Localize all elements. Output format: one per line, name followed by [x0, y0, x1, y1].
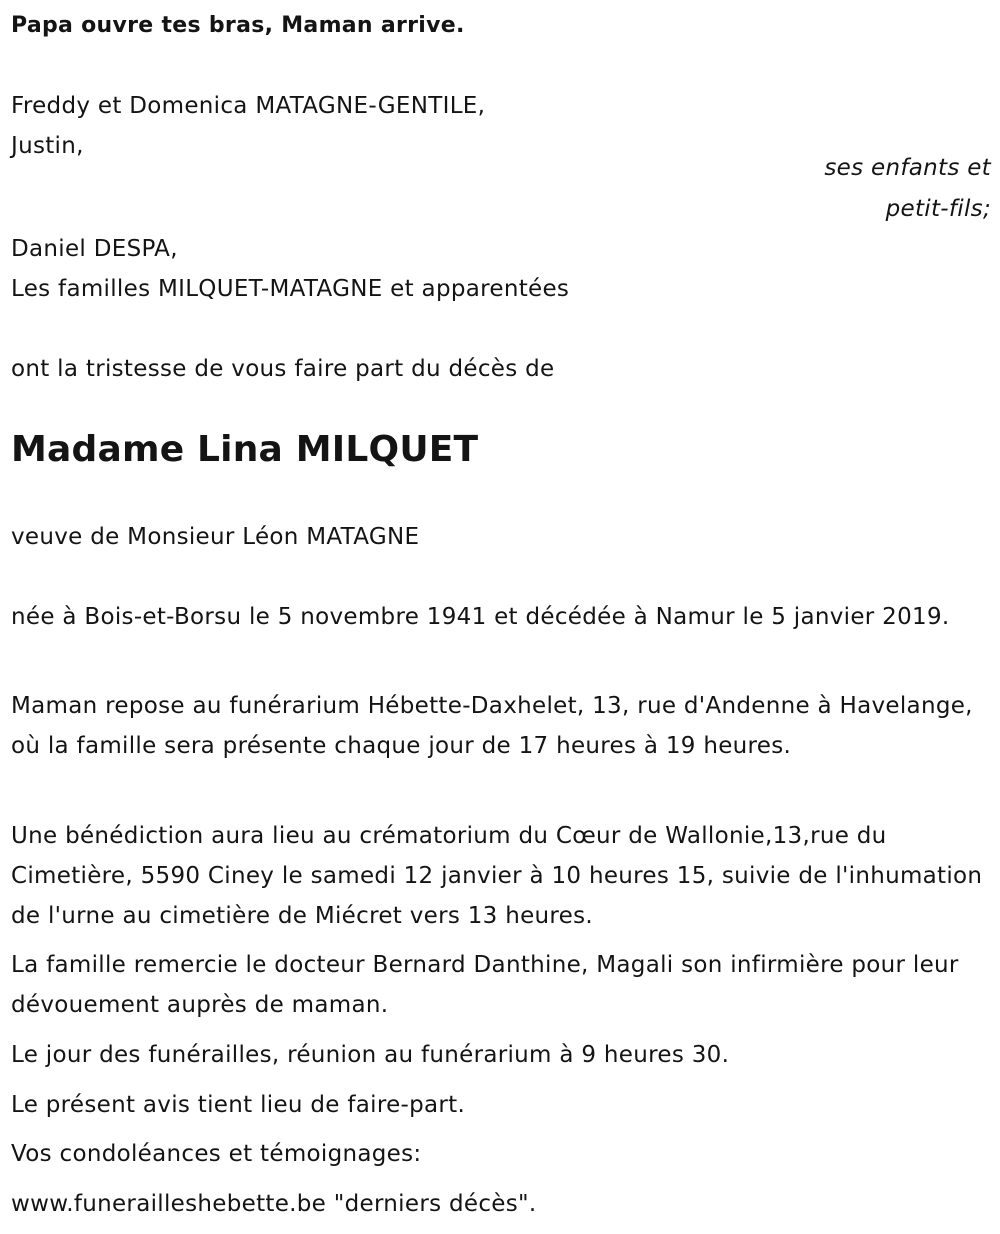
notice-paragraph: Le présent avis tient lieu de faire-part. [11, 1092, 466, 1118]
relation-line-children: ses enfants et [824, 155, 991, 181]
birth-death-paragraph: née à Bois-et-Borsu le 5 novembre 1941 et décédée à Namur le 5 janvier 2019. [11, 604, 950, 630]
family-line-families: Les familles MILQUET-MATAGNE et apparentées [11, 276, 570, 302]
funeral-home-paragraph: Maman repose au funérarium Hébette-Daxhelet, 13, rue d'Andenne à Havelange, où la famille sera présente chaque jour de 17 heures à 19 heures. [11, 693, 973, 759]
relation-line-grandson: petit-fils; [885, 196, 991, 222]
family-line-children: Freddy et Domenica MATAGNE-GENTILE, [11, 93, 486, 119]
website-link[interactable]: www.funerailleshebette.be "derniers décès". [11, 1191, 537, 1217]
thanks-paragraph: La famille remercie le docteur Bernard Danthine, Magali son infirmière pour leur dévouement auprès de maman. [11, 952, 959, 1018]
family-line-grandson: Justin, [11, 133, 84, 159]
condolences-paragraph: Vos condoléances et témoignages: [11, 1141, 422, 1167]
family-line-despa: Daniel DESPA, [11, 236, 178, 262]
widow-of: veuve de Monsieur Léon MATAGNE [11, 524, 420, 550]
deceased-name: Madame Lina MILQUET [11, 429, 479, 470]
epigraph: Papa ouvre tes bras, Maman arrive. [11, 13, 465, 38]
announcement: ont la tristesse de vous faire part du décès de [11, 356, 555, 382]
blessing-paragraph: Une bénédiction aura lieu au crématorium du Cœur de Wallonie,13,rue du Cimetière, 5590 Ciney le samedi 12 janvier à 10 heures 15, suivie de l'inhumation de l'urne au cimetière de Miécret vers 13 heures. [11, 823, 983, 929]
gathering-paragraph: Le jour des funérailles, réunion au funérarium à 9 heures 30. [11, 1042, 730, 1068]
